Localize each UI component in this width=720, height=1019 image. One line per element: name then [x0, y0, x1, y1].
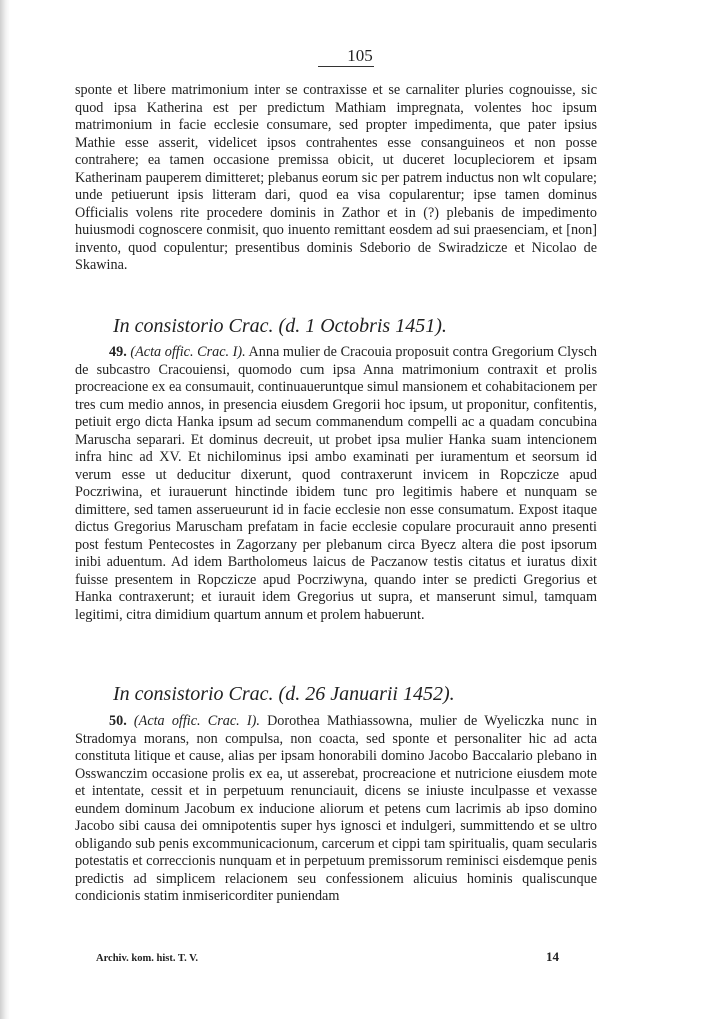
entry-text: Anna mulier de Cracouia proposuit contra Gregorium Clysch de subcastro Cracouiensi, quomodo cum ipsa Anna matrimonium contraxit et prolis procreacione ex ea consumauit, continuaueruntque simul mansionem et cohabitacionem per tres cum medio annos, in presencia eiusdem Gregorii hoc ipsum, ut proponitur, confitentis, petiuit ergo dicta Hanka ipsum ad secum commanendum compelli ac a quadam concubina Maruscha separari. Et dominus decreuit, ut probet ipsa mulier Hanka suam intencionem infra hinc ad XV. Et nichilominus ipsi ambo examinati per iuramentum et seorsum id verum esse ut deducitur dixerunt, quod contraxerunt invicem in Ropczicze apud Poczriwina, et iurauerunt hinctinde ibidem tunc pro legitimis habere et nunquam se dimittere, sed tamen asserueurunt id in facie ecclesie non esse consumatum. Expost itaque dictus Gregorius Maruscham prefatam in facie ecclesie copulare procurauit anno presenti post festum Pentecostes in Zagorzany per plebanum circa Byecz altera die post ipsorum inibi aduentum. Ad idem Bartholomeus laicus de Paczanow testis citatus et iuratus dixit fuisse presentem in Ropczicze apud Pocrziwyna, quando inter se predicti Gregorius et Hanka contraxerunt; et iurauit idem Gregorius ut supra, et manserunt simul, tamquam legitimi, citra dimidium quartum annum et prolem habuerunt.	[75, 344, 598, 623]
paragraph-continuation	[75, 82, 597, 275]
entry-49-paragraph	[75, 344, 597, 624]
entry-49	[75, 344, 597, 624]
footer-signature: Archiv. kom. hist. T. V.	[96, 953, 199, 964]
entry-number: 49.	[109, 344, 127, 360]
section-heading-1451: In consistorio Crac. (d. 1 Octobris 1451).	[113, 315, 447, 337]
entry-50-paragraph	[75, 713, 597, 906]
page-number: 105	[347, 46, 373, 65]
scan-edge-shadow	[0, 0, 10, 1019]
entry-50	[75, 713, 597, 906]
entry-number: 50.	[109, 713, 127, 729]
header-rule	[318, 66, 374, 67]
footer-sheet-number: 14	[546, 949, 559, 964]
entry-text: Dorothea Mathiassowna, mulier de Wyeliczka nunc in Stradomya morans, non compulsa, non coacta, sed sponte et personaliter hic ad acta constituta litique et cause, alias per ipsam honorabili domino Jacobo Baccalario plebano in Osswanczim occasione prolis ex ea, ut asserebat, procreacione et nutricione eiusdem mote et intentate, cessit et in perpetuum renunciauit, dicens se iniuste inculpasse et vexasse eundem dominum Jacobum ex inducione aliorum et petens cum lacrimis ab ipso domino Jacobo sibi causa dei omnipotentis super hys ignosci et indulgeri, summittendo et se ultro obligando sub penis excommunicacionum, carcerum et cippi tam spiritualis, quam secularis potestatis et correccionis nunquam et in perpetuum premissorum reminisci eisdemque penis predictis ad simplicem relacionem seu confessionem alicuius hominis qualiscunque condicionis statim inmisericorditer puniendam	[75, 713, 598, 904]
paragraph-text: sponte et libere matrimonium inter se contraxisse et se carnaliter pluries cognouisse, sic quod ipsa Katherina est per predictum Mathiam impregnata, volentes hoc ipsum matrimonium in facie ecclesie consumare, sed propter impedimenta, que pater ipsius Mathie esse asserit, videlicet ipsos contrahentes esse consanguineos et non posse contrahere; ea tamen occasione premissa obicit, ut duceret locupleciorem et ipsam Katherinam pauperem dimitteret; plebanus eorum sic per patrem inductus non wlt copulare; unde petiuerunt ipsis litteram dari, quod ea visa copularentur; ipse tamen dominus Officialis volens rite procedere dominis in Zathor et in (?) plebanis de impedimento huiusmodi cognoscere conmisit, quo inuento remittant eosdem ad sui praesenciam, et [non] invento, quod copulentur; presentibus dominis Sdeborio de Swiradzicze et Nicolao de Skawina.	[75, 82, 597, 273]
entry-source: (Acta offic. Crac. I).	[130, 344, 246, 360]
entry-source: (Acta offic. Crac. I).	[133, 713, 260, 729]
section-heading-1452: In consistorio Crac. (d. 26 Januarii 1452).	[113, 683, 455, 705]
